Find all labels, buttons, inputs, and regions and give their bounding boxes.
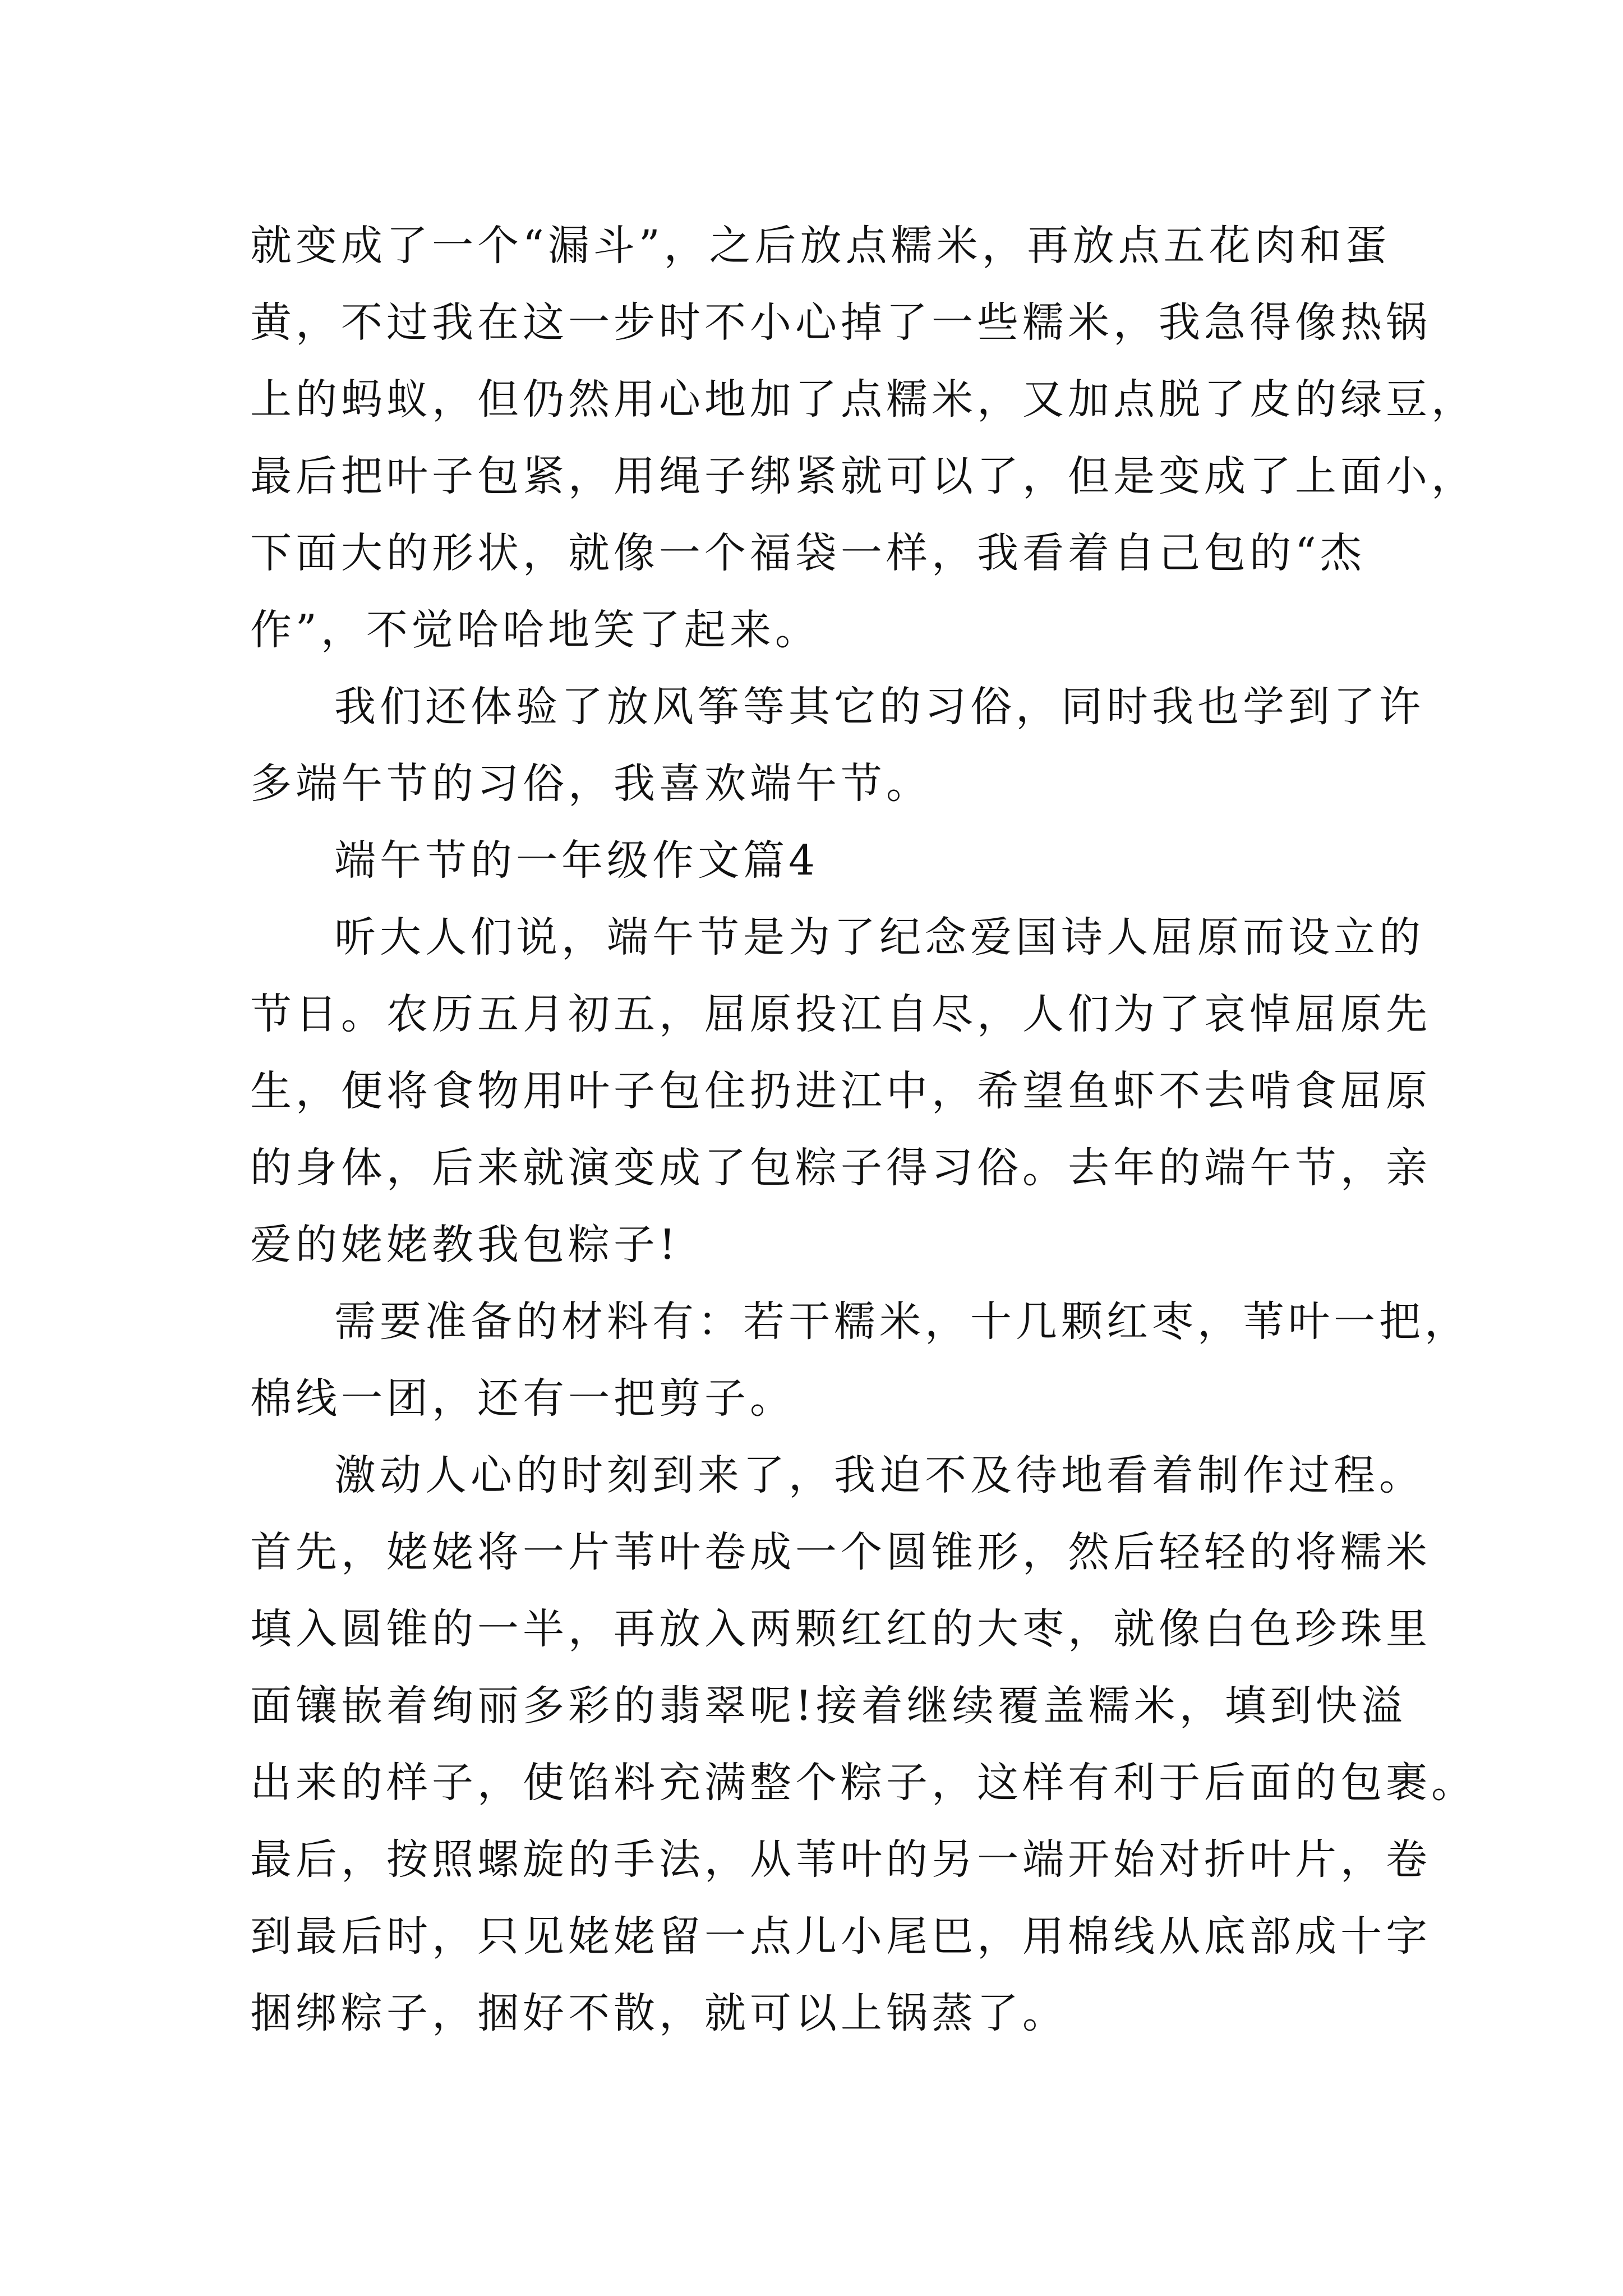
text-line: 面镶嵌着绚丽多彩的翡翠呢!接着继续覆盖糯米，填到快溢 xyxy=(250,1682,1407,1730)
text-line: 黄，不过我在这一步时不小心掉了一些糯米，我急得像热锅 xyxy=(250,298,1431,347)
text-line: 出来的样子，使馅料充满整个粽子，这样有利于后面的包裹。 xyxy=(250,1759,1477,1807)
text-line: 首先，姥姥将一片苇叶卷成一个圆锥形，然后轻轻的将糯米 xyxy=(250,1528,1431,1576)
text-line: 就变成了一个“漏斗”，之后放点糯米，再放点五花肉和蛋 xyxy=(250,222,1391,270)
text-line: 多端午节的习俗，我喜欢端午节。 xyxy=(250,760,932,808)
text-line: 棉线一团，还有一把剪子。 xyxy=(250,1374,795,1423)
text-line: 最后，按照螺旋的手法，从苇叶的另一端开始对折叶片，卷 xyxy=(250,1835,1431,1884)
text-line: 生，便将食物用叶子包住扔进江中，希望鱼虾不去啃食屈原 xyxy=(250,1067,1431,1115)
text-line: 的身体，后来就演变成了包粽子得习俗。去年的端午节，亲 xyxy=(250,1144,1431,1192)
text-line: 下面大的形状，就像一个福袋一样，我看着自己包的“杰 xyxy=(250,529,1366,577)
text-line: 爱的姥姥教我包粽子! xyxy=(250,1221,680,1269)
text-line: 激动人心的时刻到来了，我迫不及待地看着制作过程。 xyxy=(334,1451,1424,1499)
text-line: 我们还体验了放风筝等其它的习俗，同时我也学到了许 xyxy=(334,683,1424,731)
text-line: 需要准备的材料有：若干糯米，十几颗红枣，苇叶一把， xyxy=(334,1297,1470,1346)
text-line: 节日。农历五月初五，屈原投江自尽，人们为了哀悼屈原先 xyxy=(250,990,1431,1038)
text-line: 作”，不觉哈哈地笑了起来。 xyxy=(250,606,820,654)
section-heading: 端午节的一年级作文篇4 xyxy=(334,836,819,885)
text-line: 填入圆锥的一半，再放入两颗红红的大枣，就像白色珍珠里 xyxy=(250,1605,1431,1653)
text-line: 最后把叶子包紧，用绳子绑紧就可以了，但是变成了上面小， xyxy=(250,452,1477,500)
text-line: 到最后时，只见姥姥留一点儿小尾巴，用棉线从底部成十字 xyxy=(250,1912,1431,1961)
text-line: 听大人们说，端午节是为了纪念爱国诗人屈原而设立的 xyxy=(334,913,1424,961)
document-text xyxy=(250,208,1477,2052)
text-line: 上的蚂蚁，但仍然用心地加了点糯米，又加点脱了皮的绿豆， xyxy=(250,375,1477,424)
text-line: 捆绑粽子，捆好不散，就可以上锅蒸了。 xyxy=(250,1989,1068,2037)
